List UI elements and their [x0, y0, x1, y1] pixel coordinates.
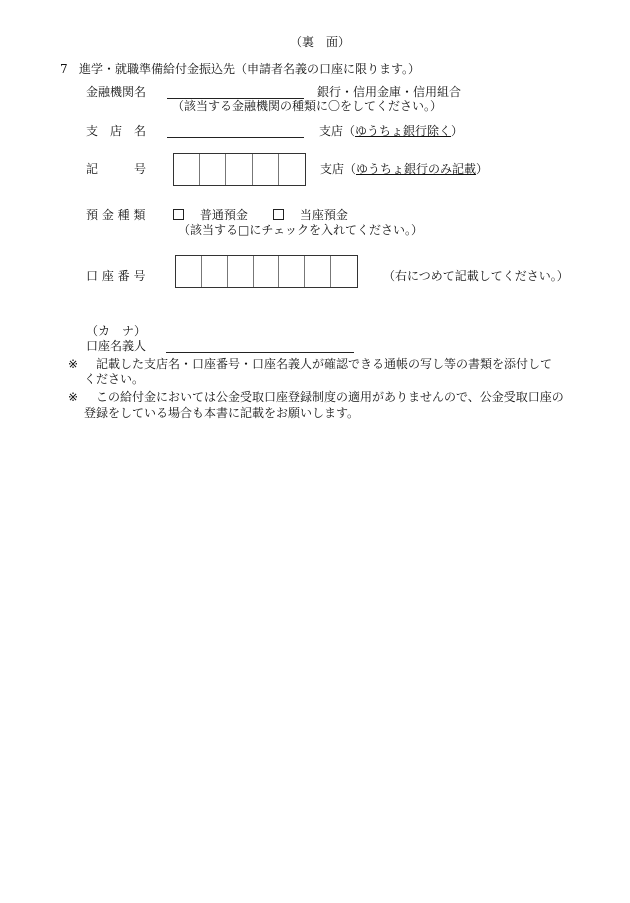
checkbox-current[interactable] [273, 209, 284, 220]
symbol-digit-boxes[interactable] [173, 153, 306, 186]
page-side-label: （裏 面） [290, 35, 351, 49]
symbol-label: 記 号 [86, 162, 147, 176]
branch-suffix-prefix: 支店（ [319, 124, 356, 138]
kana-label: （カ ナ） [86, 324, 147, 338]
branch-name-label: 支 店 名 [86, 124, 147, 138]
symbol-suffix-prefix: 支店（ [320, 162, 357, 176]
digit-box[interactable] [254, 256, 280, 287]
note-mark: ※ [68, 357, 79, 371]
digit-box[interactable] [331, 256, 357, 287]
account-holder-field[interactable] [166, 352, 354, 353]
account-number-note: （右につめて記載してください。） [383, 269, 569, 283]
branch-suffix [319, 124, 463, 138]
account-number-boxes[interactable] [175, 255, 358, 288]
digit-box[interactable] [305, 256, 331, 287]
digit-box[interactable] [226, 154, 252, 185]
branch-suffix-close: ） [451, 124, 464, 138]
digit-box[interactable] [253, 154, 279, 185]
digit-box[interactable] [279, 154, 305, 185]
deposit-note: （該当する□にチェックを入れてください。） [178, 223, 423, 237]
bank-name-label: 金融機関名 [86, 85, 147, 99]
note-mark: ※ [68, 390, 79, 404]
branch-suffix-main: ゆうちょ銀行除く [355, 124, 452, 138]
digit-box[interactable] [202, 256, 228, 287]
section-title: 進学・就職準備給付金振込先（申請者名義の口座に限ります。） [79, 62, 421, 76]
deposit-option-ordinary[interactable] [173, 208, 248, 222]
note-line: ください。 [84, 372, 145, 386]
deposit-option-current[interactable] [273, 208, 348, 222]
bank-type-note: （該当する金融機関の種類に〇をしてください。） [172, 99, 443, 113]
digit-box[interactable] [200, 154, 226, 185]
bank-type-options[interactable]: 銀行・信用金庫・信用組合 [317, 85, 462, 99]
digit-box[interactable] [228, 256, 254, 287]
symbol-suffix [320, 162, 488, 176]
deposit-type-label: 預 金 種 類 [86, 208, 146, 222]
ordinary-deposit-label: 普通預金 [199, 208, 248, 222]
digit-box[interactable] [279, 256, 305, 287]
checkbox-ordinary[interactable] [173, 209, 184, 220]
account-number-label: 口 座 番 号 [86, 269, 146, 283]
current-deposit-label: 当座預金 [299, 208, 348, 222]
section-number: 7 [60, 62, 68, 76]
account-holder-label: 口座名義人 [86, 339, 147, 353]
symbol-suffix-close: ） [476, 162, 489, 176]
symbol-suffix-main: ゆうちょ銀行のみ記載 [356, 162, 477, 176]
digit-box[interactable] [174, 154, 200, 185]
note-line: この給付金においては公金受取口座登録制度の適用がありませんので、公金受取口座の [96, 390, 564, 404]
note-line: 記載した支店名・口座番号・口座名義人が確認できる通帳の写し等の書類を添付して [96, 357, 553, 371]
digit-box[interactable] [176, 256, 202, 287]
branch-name-field[interactable] [167, 137, 304, 138]
note-line: 登録をしている場合も本書に記載をお願いします。 [84, 406, 360, 420]
